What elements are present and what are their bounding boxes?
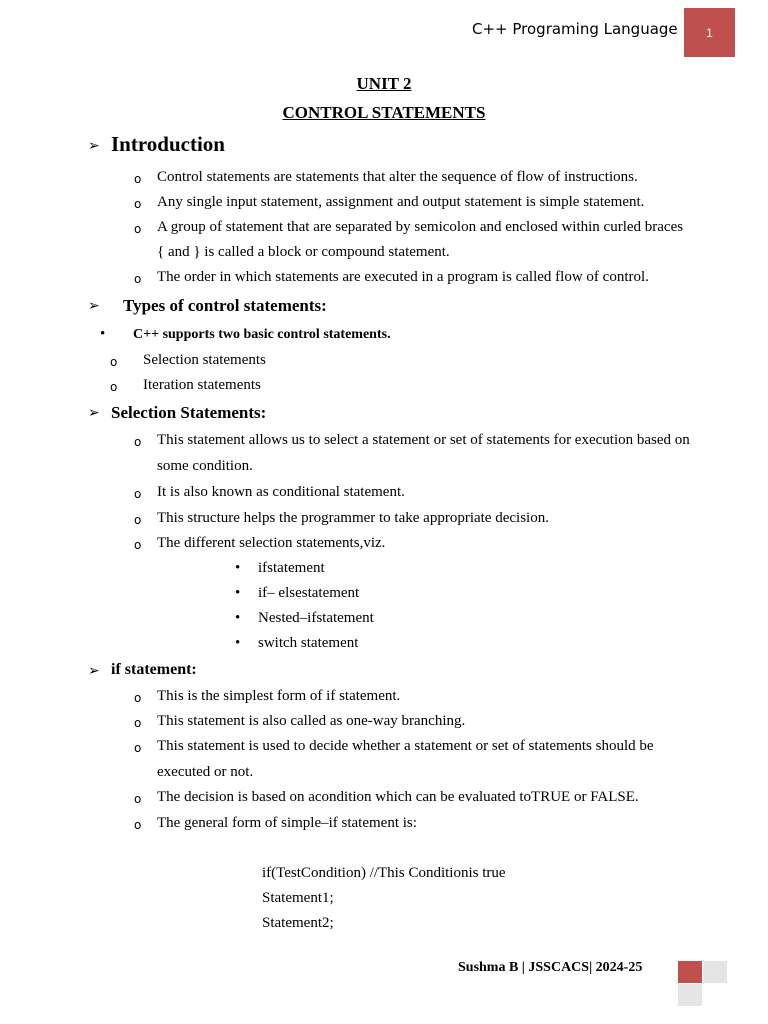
- list-item: Iteration statements: [143, 377, 261, 393]
- list-item: Selection statements: [143, 352, 266, 368]
- circle-bullet-icon: o: [134, 172, 142, 186]
- circle-bullet-icon: o: [110, 355, 118, 369]
- circle-bullet-icon: o: [134, 222, 142, 236]
- section-heading-selection: Selection Statements:: [111, 403, 267, 422]
- list-item: The decision is based on acondition which can be evaluated toTRUE or FALSE.: [157, 789, 639, 805]
- arrow-bullet-icon: ➢: [88, 663, 100, 679]
- sub-list-item: Nested–ifstatement: [258, 610, 374, 626]
- circle-bullet-icon: o: [134, 272, 142, 286]
- sub-list-item: if– elsestatement: [258, 585, 360, 601]
- list-item: This statement allows us to select a statement or set of statements for execution based on: [157, 432, 690, 448]
- sub-list-item: switch statement: [258, 635, 359, 651]
- list-item-continuation: executed or not.: [157, 764, 254, 780]
- circle-bullet-icon: o: [134, 818, 142, 832]
- circle-bullet-icon: o: [134, 792, 142, 806]
- list-item: It is also known as conditional statement.: [157, 484, 405, 500]
- sub-list-item: ifstatement: [258, 560, 325, 576]
- list-item: This structure helps the programmer to take appropriate decision.: [157, 510, 549, 526]
- arrow-bullet-icon: ➢: [88, 298, 100, 314]
- dot-bullet-icon: •: [235, 585, 241, 601]
- list-item: Control statements are statements that alter the sequence of flow of instructions.: [157, 169, 638, 185]
- list-item-continuation: some condition.: [157, 458, 253, 474]
- list-item: Any single input statement, assignment and output statement is simple statement.: [157, 194, 645, 210]
- circle-bullet-icon: o: [110, 380, 118, 394]
- arrow-bullet-icon: ➢: [88, 405, 100, 421]
- types-bullet-text: C++ supports two basic control statements.: [133, 327, 391, 342]
- code-line: if(TestCondition) //This Conditionis true: [262, 865, 506, 881]
- circle-bullet-icon: o: [134, 513, 142, 527]
- list-item: The general form of simple–if statement is:: [157, 815, 417, 831]
- code-line: Statement1;: [262, 890, 334, 906]
- list-item-continuation: { and } is called a block or compound statement.: [157, 244, 450, 260]
- arrow-bullet-icon: ➢: [88, 138, 100, 154]
- footer-decor-square: [678, 984, 702, 1006]
- footer-decor-square: [703, 961, 727, 983]
- unit-number: UNIT 2: [356, 74, 412, 93]
- code-line: Statement2;: [262, 915, 334, 931]
- unit-title: CONTROL STATEMENTS: [282, 103, 486, 122]
- circle-bullet-icon: o: [134, 716, 142, 730]
- dot-bullet-icon: •: [235, 560, 241, 576]
- circle-bullet-icon: o: [134, 435, 142, 449]
- section-heading-if-statement: if statement:: [111, 661, 197, 678]
- dot-bullet-icon: •: [235, 635, 241, 651]
- circle-bullet-icon: o: [134, 741, 142, 755]
- dot-bullet-icon: •: [100, 326, 106, 342]
- list-item: This statement is used to decide whether a statement or set of statements should be: [157, 738, 654, 754]
- header-title: C++ Programing Language: [472, 20, 678, 38]
- footer-text: Sushma B | JSSCACS| 2024-25: [458, 960, 643, 975]
- section-heading-types: Types of control statements:: [123, 296, 327, 315]
- list-item: The order in which statements are executed in a program is called flow of control.: [157, 269, 649, 285]
- circle-bullet-icon: o: [134, 691, 142, 705]
- list-item: This statement is also called as one-way branching.: [157, 713, 466, 729]
- list-item: The different selection statements,viz.: [157, 535, 386, 551]
- page-number-badge: 1: [684, 8, 735, 57]
- dot-bullet-icon: •: [235, 610, 241, 626]
- circle-bullet-icon: o: [134, 197, 142, 211]
- list-item: This is the simplest form of if statement.: [157, 688, 401, 704]
- circle-bullet-icon: o: [134, 487, 142, 501]
- footer-decor-square: [678, 961, 702, 983]
- list-item: A group of statement that are separated by semicolon and enclosed within curled braces: [157, 219, 684, 235]
- section-heading-introduction: Introduction: [111, 132, 225, 156]
- circle-bullet-icon: o: [134, 538, 142, 552]
